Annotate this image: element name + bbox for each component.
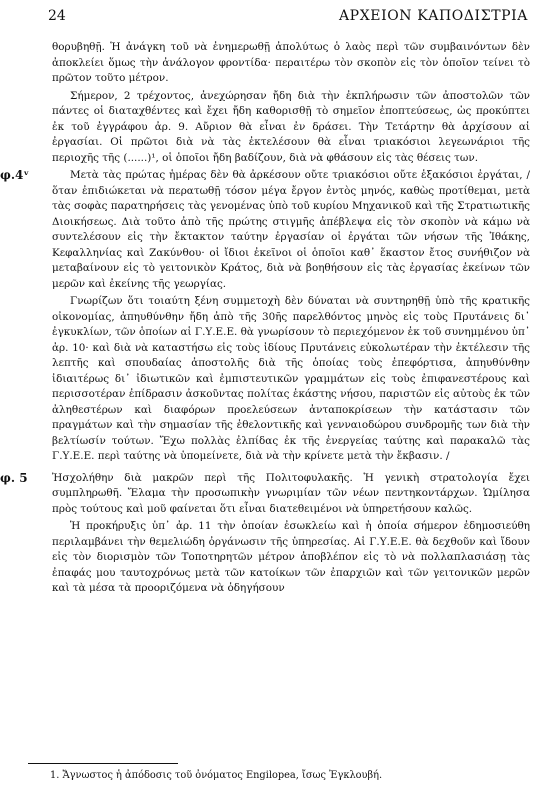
page-header: [0, 8, 550, 30]
footnote-rule: [28, 763, 178, 764]
folio-marker: φ.4ᵛ: [0, 168, 30, 182]
body-text: [0, 40, 531, 599]
running-title: ΑΡΧΕΙΟΝ ΚΑΠΟΔΙΣΤΡΙΑ: [338, 8, 528, 24]
paragraph-text: θορυβηθῇ. Ἡ ἀνάγκη τοῦ νὰ ἐνημερωθῇ ἀπολύτως ὁ λαὸς περὶ τῶν συμβαινόντων δὲν ἀποκλείει ὅμως τὴν ἀνάλογον φροντίδα· περαιτέρω τὸν σκοπὸν εἰς τὸν ὁποῖον τείνει τὸ πρῶτον τοῦτο μέτρον.: [52, 41, 530, 84]
page-number: 24: [48, 8, 66, 24]
folio-marker: φ. 5: [0, 470, 28, 485]
paragraph-text: Ἠσχολήθην διὰ μακρῶν περὶ τῆς Πολιτοφυλακῆς. Ἡ γενικὴ στρατολογία ἔχει συμπληρωθῆ. Ἔλαμα τὴν προσωπικὴν γνωριμίαν τῶν νέων πεντηκοντάρχων. Ὡμίλησα πρὸς τούτους καὶ μοῦ φαίνεται ὅτι εἶναι διατεθειμένοι νὰ ὑπηρετήσουν καλῶς.: [52, 471, 530, 515]
paragraph-3: [0, 168, 530, 292]
paragraph-4: [52, 294, 530, 465]
paragraph-6: [52, 519, 530, 597]
footnote: 1. Ἄγνωστος ἡ ἀπόδοσις τοῦ ὀνόματος Engilopea, ἴσως Ἐγκλουβή.: [50, 770, 383, 781]
paragraph-text: Γνωρίζων ὅτι τοιαύτη ξένη συμμετοχὴ δὲν δύναται νὰ συντηρηθῇ ὑπὸ τῆς κρατικῆς οἰκονομίας, ἀπηυθύνθην ἤδη ἀπὸ τῆς 30ῆς παρελθόντος μηνὸς εἰς τοὺς Πρυτάνεις δι᾽ ἐγκυκλίων, τῶν ὁποίων αἱ Γ.Υ.Ε.Ε. θὰ γνωρίσουν τὸ περιεχόμενον ἐκ τοῦ συνημμένου ὑπ᾽ ἀρ. 10· καὶ διὰ νὰ καταστήσω εἰς τοὺς ἰδίους Πρυτάνεις εὐκολωτέραν τὴν ἐκτέλεσιν τῆς λεπτῆς καὶ σπουδαίας ἀποστολῆς διὰ τῆς ὁποίας τοὺς ἐπεφόρτισα, ἀπηυθύνθην ἰδιαιτέρως δι᾽ ἰδιωτικῶν καὶ ἐμπιστευτικῶν γραμμάτων εἰς τοὺς ἐπιφανεστέρους καὶ περισσοτέραν ἐπίδρασιν ἀσκοῦντας πολίτας ἑκάστης νήσου, παριστῶν εἰς αὐτοὺς ἐκ τῶν ἀληθεστέρων καὶ διαφόρων προελεύσεων ἀνταποκρίσεων τὴν κατάστασιν τῶν πραγμάτων καὶ τὴν σημασίαν τῆς ἐθελοντικῆς καὶ γενναιοδώρου συνδρομῆς των διὰ τὴν βελτίωσίν τούτων. Ἔχω πολλὰς ἐλπίδας ἐκ τῆς ἐνεργείας ταύτης καὶ παρακαλῶ τὰς Γ.Υ.Ε.Ε. περὶ ταύτης νὰ ὑπομείνετε, διὰ νὰ τὴν κρίνετε μετὰ τὴν ἔκβασιν. /: [52, 295, 531, 462]
paragraph-text: Μετὰ τὰς πρώτας ἡμέρας δὲν θὰ ἀρκέσουν οὔτε τριακόσιοι οὔτε ἑξακόσιοι ἐργάται, / ὅταν ἐπιδιώκεται νὰ περατωθῇ τόσον μέγα ἔργον ἐντὸς μηνός, καθὼς προτίθεμαι, μετὰ τὰς σοφὰς παρατηρήσεις τὰς γενομένας ὑπὸ τοῦ κυρίου Μηχανικοῦ καὶ τῆς Στρατιωτικῆς Διοικήσεως. Διὰ τοῦτο ἀπὸ τῆς πρώτης στιγμῆς ἀπέβλεψα εἰς τὸν σκοπὸν νὰ κάμω νὰ συντελέσουν εἰς τὴν ἔκτακτον ταύτην ἐργασίαν οἱ ἐργάται τῶν νήσων τῆς Ἰθάκης, Κεφαλληνίας καὶ Ζακύνθου· οἱ ἴδιοι ἐκεῖνοι οἱ ὁποῖοι καθ᾽ ἕκαστον ἔτος συνήθιζον νὰ μεταβαίνουν εἰς τὸ γειτονικὸν Κράτος, διὰ νὰ βοηθήσουν εἰς τὰς ἐργασίας ἐκείνων τῶν μερῶν καὶ ἐκείνης τῆς γεωργίας.: [52, 169, 530, 290]
paragraph-5: [0, 470, 530, 518]
paragraph-text: Σήμερον, 2 τρέχοντος, ἀνεχώρησαν ἤδη διὰ τὴν ἐκπλήρωσιν τῶν ἀποστολῶν τῶν πάντες οἱ διαταχθέντες καὶ ἔχει ἤδη καθορισθῇ τὸ σημεῖον ἐποπτεύσεως, ὡς προκύπτει ἐκ τοῦ ἐγγράφου ἀρ. 9. Αὔριον θὰ εἶναι ἐν δράσει. Τὴν Τετάρτην θὰ ἀρχίσουν αἱ ἐργασίαι. Οἱ πρῶτοι διὰ νὰ τὰς ἐκτελέσουν θὰ εἶναι τριακόσιοι λεγεωνάριοι τῆς περιοχῆς τῆς (......)¹, οἱ ὁποῖοι ἤδη βαδίζουν, διὰ νὰ φθάσουν εἰς τὰς θέσεις των.: [52, 89, 530, 164]
paragraph-1: [52, 40, 530, 87]
paragraph-text: Ἡ προκήρυξις ὑπ᾽ ἀρ. 11 τὴν ὁποίαν ἐσωκλείω καὶ ἡ ὁποία σήμερον ἐδημοσιεύθη περιλαμβάνει τὴν θεμελιώδη ὀργάνωσιν τῆς ὑπηρεσίας. Αἱ Γ.Υ.Ε.Ε. θὰ δεχθοῦν καὶ ἴδουν εἰς τὸν διορισμὸν τῶν Τοποτηρητῶν μέτρον ἀποβλέπον εἰς τὸ νὰ πολλαπλασιάσῃ τὰς ἐπαφάς μου ταυτοχρόνως μετὰ τῶν κατοίκων τῶν ἐπαρχιῶν καὶ τῶν γειτονικῶν μερῶν καὶ τὰ μέσα τὰ προοριζόμενα νὰ ὁδηγήσουν: [52, 520, 530, 594]
paragraph-2: [52, 89, 530, 167]
